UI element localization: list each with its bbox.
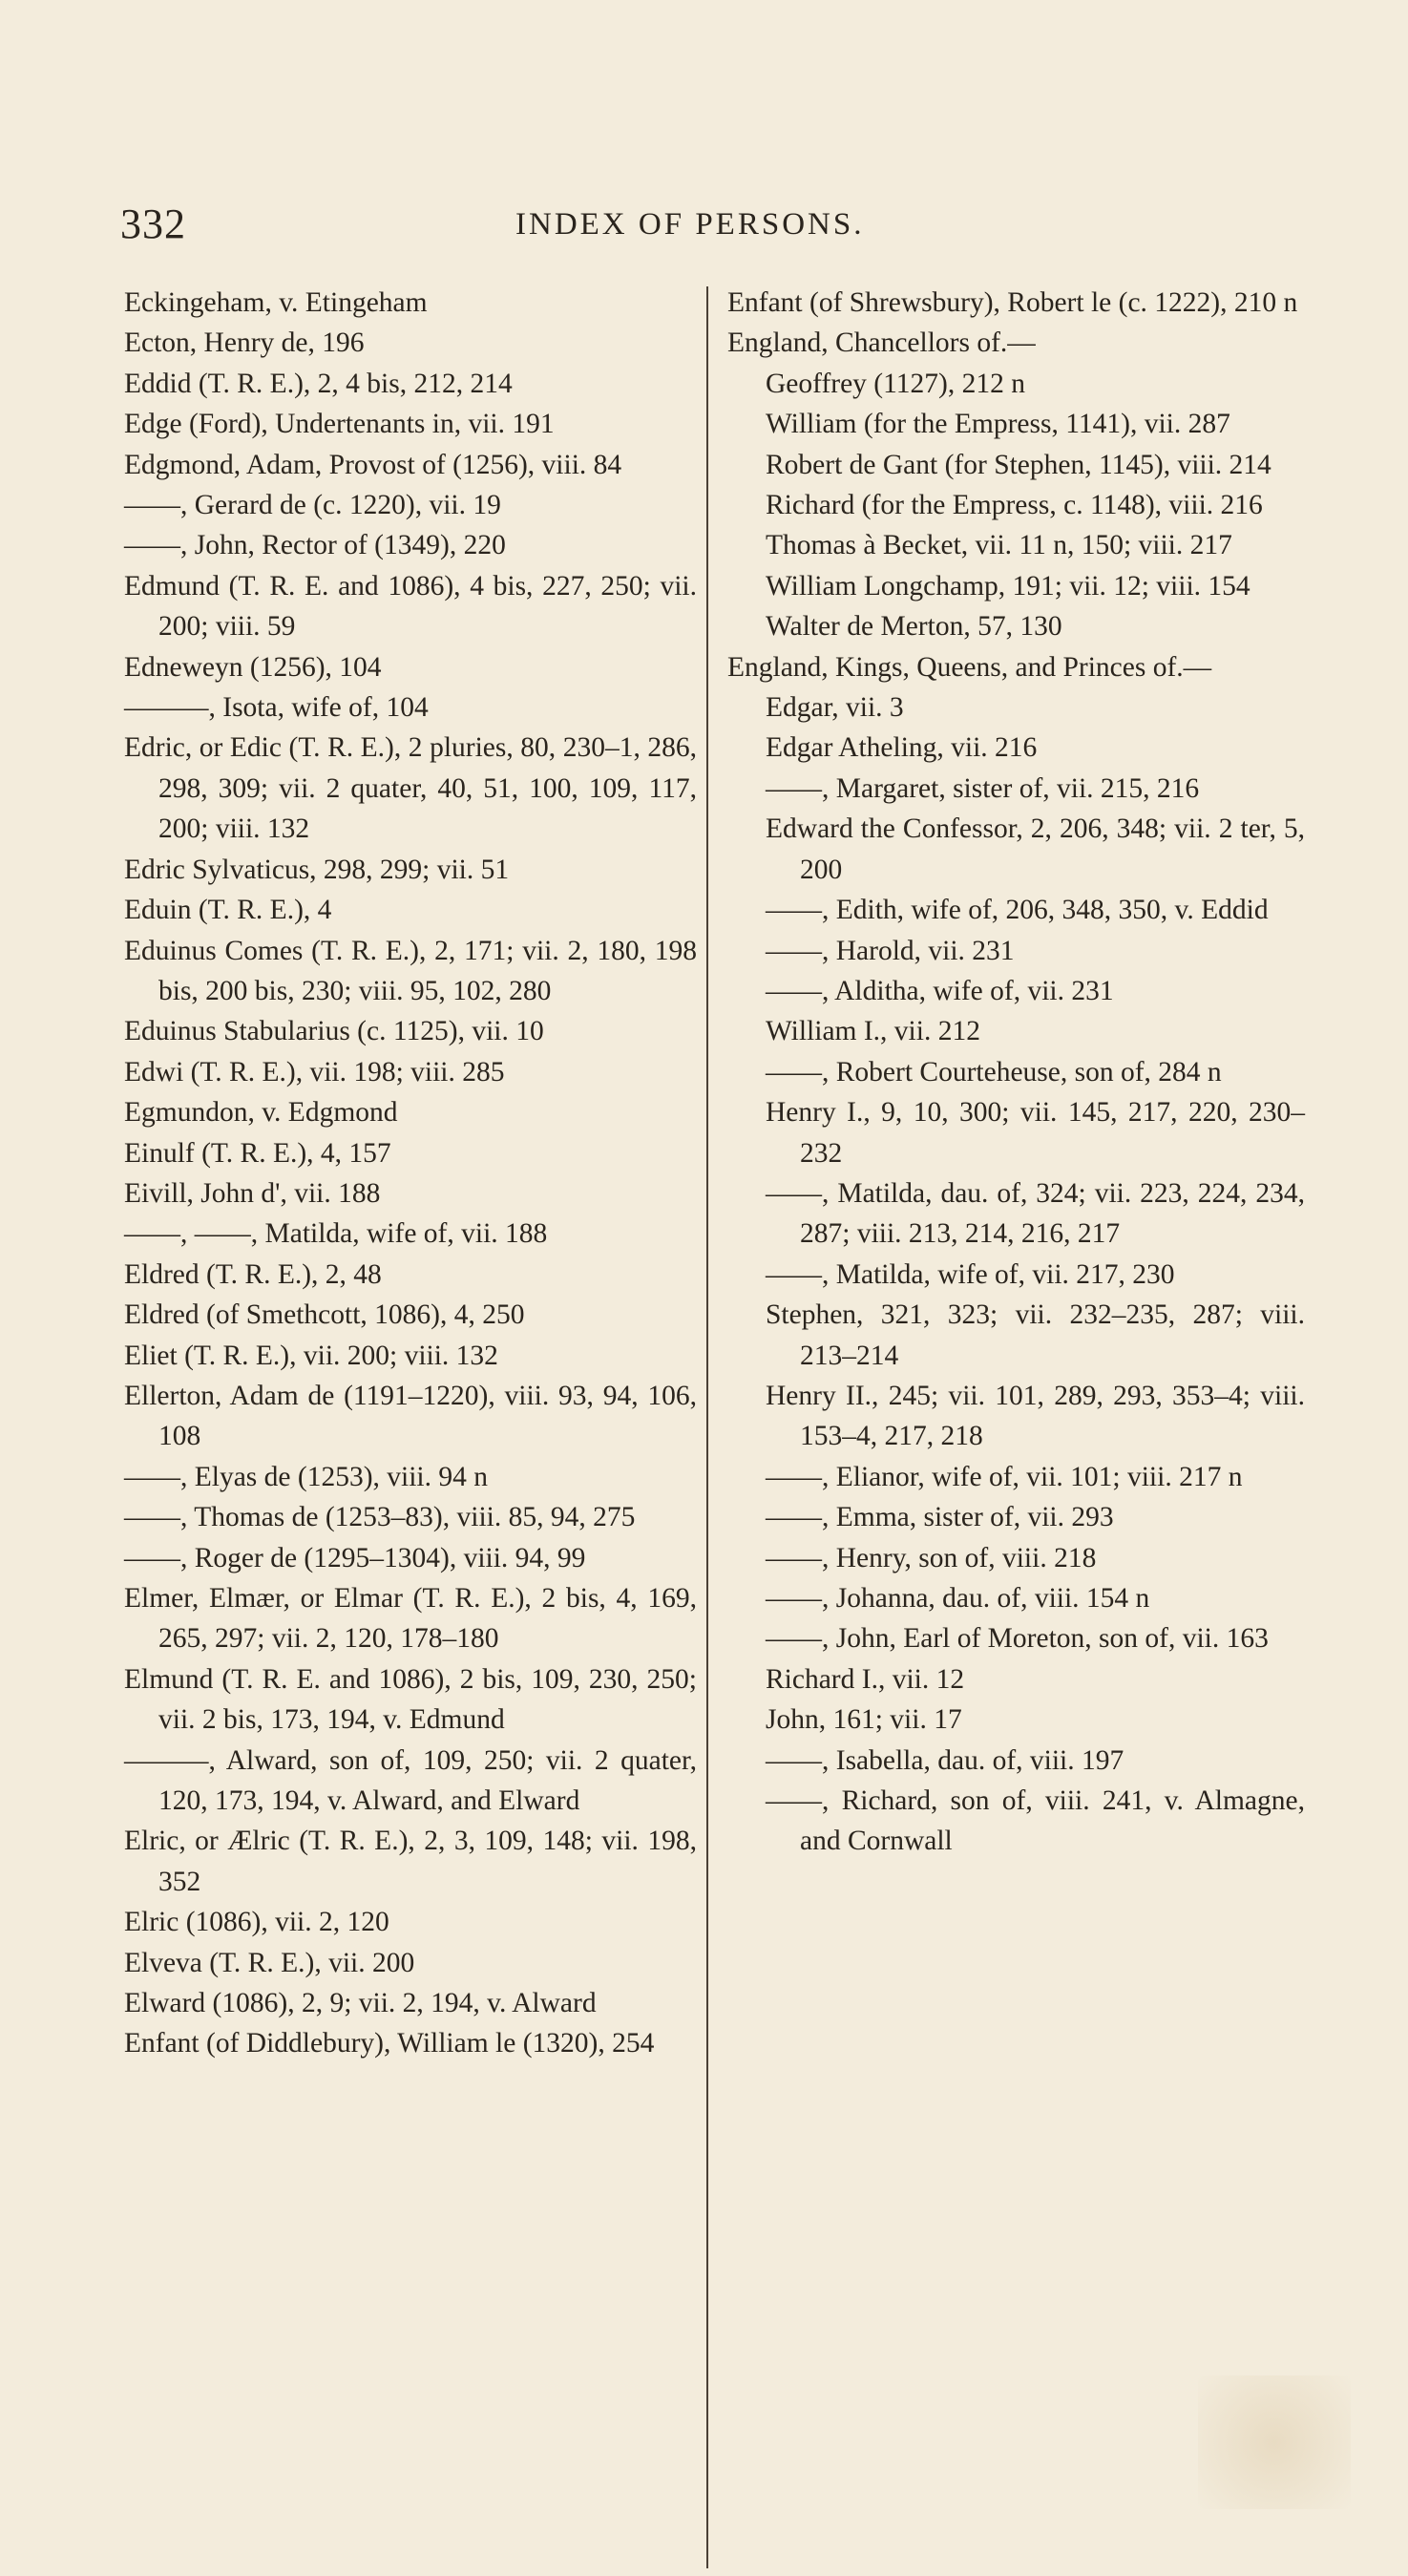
index-entry: William Longchamp, 191; vii. 12; viii. 154	[766, 570, 1250, 602]
index-entry: ——, John, Earl of Moreton, son of, vii. 163	[766, 1623, 1269, 1655]
index-entry: Ecton, Henry de, 196	[124, 327, 365, 359]
index-entry: Elmund (T. R. E. and 1086), 2 bis, 109, 230, 250; vii. 2 bis, 173, 194, v. Edmund	[124, 1663, 697, 1736]
page-header	[0, 196, 1408, 253]
index-entry: Geoffrey (1127), 212 n	[766, 368, 1025, 399]
running-head: INDEX OF PERSONS.	[515, 207, 865, 242]
index-entry: ——, Roger de (1295–1304), viii. 94, 99	[124, 1542, 586, 1573]
index-entry: ——, Harold, vii. 231	[766, 935, 1015, 966]
index-entry: Eduin (T. R. E.), 4	[124, 895, 332, 926]
index-entry: Egmundon, v. Edgmond	[124, 1097, 398, 1129]
index-entry: Edgar Atheling, vii. 216	[766, 732, 1038, 764]
index-entry: William (for the Empress, 1141), vii. 287	[766, 409, 1230, 440]
index-entry: Edgmond, Adam, Provost of (1256), viii. 84	[124, 449, 622, 480]
index-entry: Elric, or Ælric (T. R. E.), 2, 3, 109, 148; vii. 198, 352	[124, 1826, 697, 1897]
index-entry: ——, Gerard de (c. 1220), vii. 19	[124, 490, 501, 521]
index-entry: ——, Alditha, wife of, vii. 231	[766, 975, 1114, 1006]
index-entry: ——, John, Rector of (1349), 220	[124, 530, 506, 561]
index-column-left	[124, 283, 697, 2064]
index-entry: Edward the Confessor, 2, 206, 348; vii. 2 ter, 5, 200	[766, 813, 1305, 885]
index-entry: John, 161; vii. 17	[766, 1704, 962, 1736]
index-entry: ——, Matilda, wife of, vii. 217, 230	[766, 1258, 1175, 1290]
index-entry: Edric Sylvaticus, 298, 299; vii. 51	[124, 854, 510, 885]
index-entry: Enfant (of Diddlebury), William le (1320), 254	[124, 2028, 655, 2059]
index-entry: Eliet (T. R. E.), vii. 200; viii. 132	[124, 1340, 498, 1371]
index-entry: ——, Edith, wife of, 206, 348, 350, v. Eddid	[766, 895, 1269, 926]
index-entry: Enfant (of Shrewsbury), Robert le (c. 1222), 210 n	[727, 287, 1298, 318]
index-entry: Walter de Merton, 57, 130	[766, 611, 1062, 643]
index-entry: Henry II., 245; vii. 101, 289, 293, 353–4; viii. 153–4, 217, 218	[766, 1380, 1305, 1452]
index-entry: Edneweyn (1256), 104	[124, 651, 382, 683]
index-entry: England, Kings, Queens, and Princes of.—	[727, 651, 1212, 683]
index-entry: Einulf (T. R. E.), 4, 157	[124, 1137, 391, 1169]
index-entry: ———, Alward, son of, 109, 250; vii. 2 quater, 120, 173, 194, v. Alward, and Elward	[124, 1744, 697, 1817]
index-entry: Eldred (T. R. E.), 2, 48	[124, 1258, 382, 1290]
index-entry: Elmer, Elmær, or Elmar (T. R. E.), 2 bis, 4, 169, 265, 297; vii. 2, 120, 178–180	[124, 1583, 697, 1655]
index-entry: Edwi (T. R. E.), vii. 198; viii. 285	[124, 1056, 505, 1087]
index-entry: England, Chancellors of.—	[727, 327, 1036, 359]
index-entry: Eckingeham, v. Etingeham	[124, 287, 428, 318]
index-entry: Edge (Ford), Undertenants in, vii. 191	[124, 409, 555, 440]
index-entry: ——, Margaret, sister of, vii. 215, 216	[766, 772, 1200, 804]
index-entry: ——, Richard, son of, viii. 241, v. Almagne, and Cornwall	[766, 1785, 1305, 1857]
index-entry: ——, Emma, sister of, vii. 293	[766, 1502, 1114, 1533]
index-entry: Edmund (T. R. E. and 1086), 4 bis, 227, 250; vii. 200; viii. 59	[124, 570, 697, 643]
index-entry: Elric (1086), vii. 2, 120	[124, 1907, 389, 1938]
index-entry: Stephen, 321, 323; vii. 232–235, 287; viii. 213–214	[766, 1299, 1305, 1371]
index-entry: ——, Elyas de (1253), viii. 94 n	[124, 1461, 488, 1492]
index-entry: ——, Thomas de (1253–83), viii. 85, 94, 275	[124, 1502, 636, 1533]
index-entry: Elveva (T. R. E.), vii. 200	[124, 1947, 415, 1978]
index-entry: Robert de Gant (for Stephen, 1145), viii. 214	[766, 449, 1271, 480]
index-entry: Elward (1086), 2, 9; vii. 2, 194, v. Alward	[124, 1988, 597, 2019]
index-entry: Richard I., vii. 12	[766, 1663, 965, 1695]
index-column-right	[727, 283, 1305, 1862]
index-entry: ——, Henry, son of, viii. 218	[766, 1542, 1097, 1573]
index-entry: Edric, or Edic (T. R. E.), 2 pluries, 80, 230–1, 286, 298, 309; vii. 2 quater, 40, 51, 100, 109, 117, 200; viii. 132	[124, 732, 697, 845]
index-entry: ——, ——, Matilda, wife of, vii. 188	[124, 1218, 548, 1250]
index-entry: Eduinus Comes (T. R. E.), 2, 171; vii. 2, 180, 198 bis, 200 bis, 230; viii. 95, 102, 280	[124, 935, 697, 1006]
page-number: 332	[120, 201, 186, 247]
index-entry: Edgar, vii. 3	[766, 692, 904, 724]
index-entry: Richard (for the Empress, c. 1148), viii. 216	[766, 490, 1263, 521]
index-entry: Henry I., 9, 10, 300; vii. 145, 217, 220, 230–232	[766, 1097, 1305, 1169]
index-entry: Ellerton, Adam de (1191–1220), viii. 93, 94, 106, 108	[124, 1380, 697, 1452]
index-entry: William I., vii. 212	[766, 1016, 980, 1047]
index-entry: ——, Johanna, dau. of, viii. 154 n	[766, 1583, 1150, 1614]
index-entry: Eivill, John d', vii. 188	[124, 1177, 381, 1209]
index-entry: Eddid (T. R. E.), 2, 4 bis, 212, 214	[124, 368, 513, 399]
index-entry: ———, Isota, wife of, 104	[124, 692, 429, 724]
index-entry: Eduinus Stabularius (c. 1125), vii. 10	[124, 1016, 544, 1047]
index-entry: Thomas à Becket, vii. 11 n, 150; viii. 217	[766, 530, 1232, 561]
paper-stain	[1198, 2375, 1351, 2509]
index-entry: ——, Elianor, wife of, vii. 101; viii. 217 n	[766, 1461, 1243, 1492]
index-entry: Eldred (of Smethcott, 1086), 4, 250	[124, 1299, 525, 1331]
index-entry: ——, Matilda, dau. of, 324; vii. 223, 224, 234, 287; viii. 213, 214, 216, 217	[766, 1177, 1305, 1250]
index-entry: ——, Robert Courteheuse, son of, 284 n	[766, 1056, 1222, 1087]
index-entry: ——, Isabella, dau. of, viii. 197	[766, 1744, 1124, 1776]
column-divider	[706, 286, 708, 2568]
